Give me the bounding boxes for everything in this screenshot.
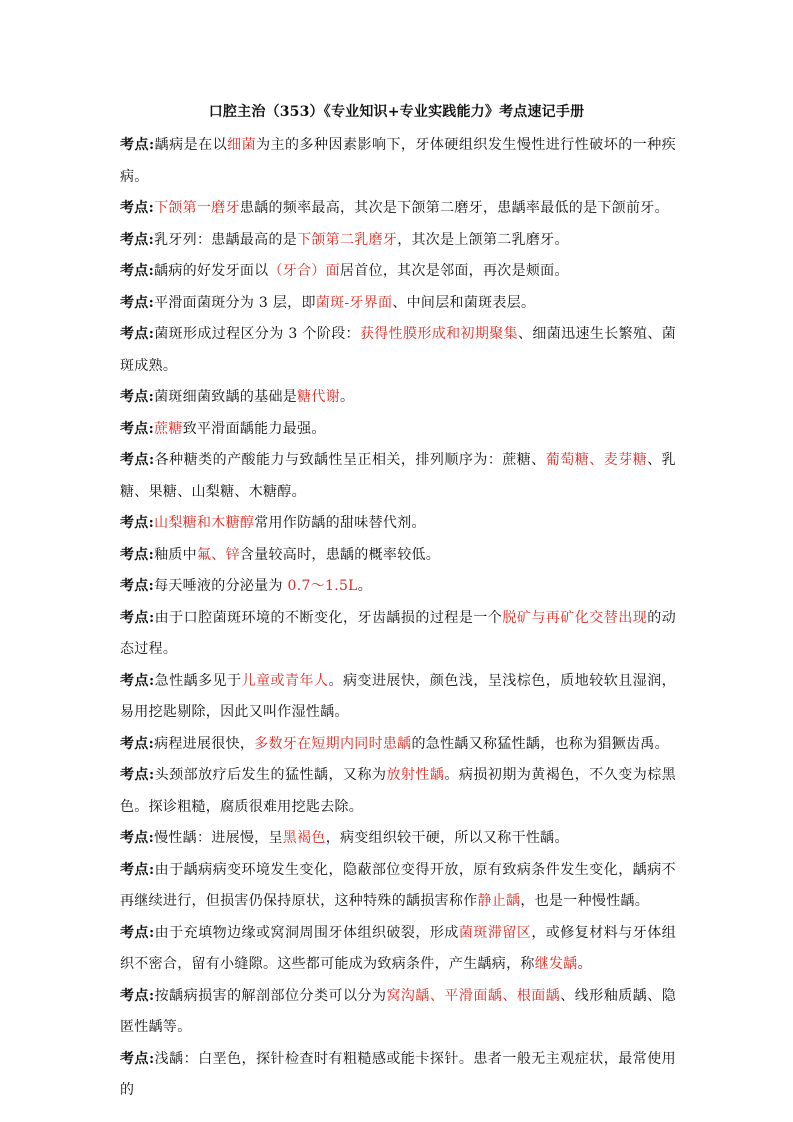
- highlighted-term: （牙合）面: [268, 263, 340, 279]
- key-point-item: [120, 855, 676, 918]
- key-point-item: [120, 981, 676, 1044]
- key-point-text: 。病变进展快，颜色浅，呈浅棕色，质地较软且湿润，易用挖匙剔除，因此又叫作湿性龋。: [120, 672, 676, 720]
- key-point-label: 考点:: [120, 452, 155, 468]
- key-point-text: 、细菌迅速生长繁殖、菌斑成熟。: [120, 326, 676, 374]
- key-point-label: 考点:: [120, 924, 155, 941]
- key-point-text: 。: [357, 578, 373, 594]
- key-point-item: [120, 823, 676, 855]
- document-title: 口腔主治（353）《专业知识+专业实践能力》考点速记手册: [208, 104, 585, 120]
- key-point-text: 由于充填物边缘或窝洞周围牙体组织破裂，形成: [154, 924, 459, 941]
- key-point-label: 考点:: [120, 546, 155, 563]
- highlighted-term: 菌斑-牙界面: [315, 294, 393, 311]
- key-point-label: 考点:: [120, 1050, 155, 1067]
- key-point-text: 。病损初期为黄褐色，不久变为棕黑色。探诊粗糙，腐质很难用挖匙去除。: [120, 767, 676, 815]
- key-point-text: 由于龋病病变环境发生变化，隐蔽部位变得开放，原有致病条件发生变化，龋病不再继续进行，但损害仍保持原状，这种特殊的龋损害称作: [120, 861, 676, 909]
- key-points-list: [120, 130, 676, 1107]
- key-point-text: 病程进展很快，: [154, 735, 255, 752]
- key-point-text: 浅龋：白垩色，探针检查时有粗糙感或能卡探针。患者一般无主观症状，最常使用的: [120, 1050, 676, 1098]
- key-point-label: 考点:: [120, 735, 155, 752]
- key-point-text: 常用作防龋的甜味替代剂。: [254, 515, 426, 531]
- highlighted-term: 窝沟龋、平滑面龋、根面龋: [386, 987, 561, 1004]
- key-point-text: 含量较高时，患龋的概率较低。: [239, 546, 441, 563]
- key-point-text: 按龋病损害的解剖部位分类可以分为: [154, 987, 387, 1004]
- key-point-text: 。: [577, 956, 592, 972]
- key-point-item: [120, 508, 676, 540]
- key-point-item: [120, 918, 676, 981]
- key-point-text: 。: [339, 389, 355, 405]
- key-point-label: 考点:: [120, 200, 155, 216]
- highlighted-term: 儿童或青年人: [241, 672, 329, 689]
- highlighted-term: 蔗糖: [154, 420, 183, 437]
- key-point-label: 考点:: [120, 578, 155, 594]
- key-point-label: 考点:: [120, 231, 155, 248]
- key-point-item: [120, 729, 676, 761]
- key-point-item: [120, 382, 676, 414]
- highlighted-term: 黑褐色: [282, 830, 326, 846]
- key-point-item: [120, 603, 676, 666]
- key-point-item: [120, 319, 676, 382]
- highlighted-term: 脱矿与再矿化交替出现: [502, 609, 648, 626]
- key-point-text: ，也是一种慢性龋。: [520, 893, 650, 909]
- key-point-text: 各种糖类的产酸能力与致龋性呈正相关，排列顺序为：蔗糖、: [154, 452, 546, 468]
- key-point-text: 头颈部放疗后发生的猛性龋，又称为: [154, 767, 387, 783]
- key-point-text: 、线形釉质龋、隐匿性龋等。: [120, 987, 676, 1035]
- key-point-text: 龋病的好发牙面以: [154, 263, 269, 279]
- key-point-text: 菌斑形成过程区分为 3 个阶段：: [154, 326, 360, 342]
- highlighted-term: 糖代谢: [297, 389, 340, 405]
- key-point-text: 致平滑面龋能力最强。: [182, 420, 326, 437]
- key-point-text: 居首位，其次是邻面，再次是颊面。: [339, 263, 569, 279]
- key-point-label: 考点:: [120, 326, 155, 342]
- key-point-item: [120, 571, 676, 603]
- key-point-label: 考点:: [120, 420, 155, 437]
- highlighted-term: 继发龋: [534, 956, 578, 972]
- key-point-text: 龋病是在以: [154, 137, 228, 153]
- highlighted-term: 下颌第一磨牙: [154, 200, 240, 216]
- key-point-item: [120, 256, 676, 288]
- key-point-text: 为主的多种因素影响下，牙体硬组织发生慢性进行性破坏的一种疾病。: [120, 137, 676, 185]
- highlighted-term: 获得性膜形成和初期聚集: [359, 326, 518, 342]
- highlighted-term: 葡萄糖、麦芽糖: [545, 452, 648, 468]
- key-point-text: 由于口腔菌斑环境的不断变化，牙齿龋损的过程是一个: [154, 609, 503, 626]
- key-point-text: 的急性龋又称猛性龋，也称为猖獗齿禹。: [411, 735, 669, 752]
- key-point-label: 考点:: [120, 294, 155, 311]
- key-point-item: [120, 540, 676, 572]
- key-point-text: 每天唾液的分泌量为: [154, 578, 288, 594]
- key-point-item: [120, 445, 676, 508]
- key-point-item: [120, 414, 676, 446]
- key-point-item: [120, 288, 676, 320]
- key-point-text: ，或修复材料与牙体组织不密合，留有小缝隙。这些都可能成为致病条件，产生龋病，称: [120, 924, 676, 972]
- highlighted-term: 氟、锌: [196, 546, 240, 563]
- key-point-item: [120, 666, 676, 729]
- key-point-text: ，其次是上颌第二乳磨牙。: [397, 231, 569, 248]
- highlighted-term: 放射性龋: [386, 767, 445, 783]
- key-point-text: 菌斑细菌致龋的基础是: [154, 389, 298, 405]
- key-point-label: 考点:: [120, 609, 155, 626]
- key-point-item: [120, 225, 676, 257]
- key-point-label: 考点:: [120, 137, 155, 153]
- key-point-label: 考点:: [120, 830, 155, 846]
- key-point-label: 考点:: [120, 672, 155, 689]
- highlighted-term: 下颌第二乳磨牙: [297, 231, 398, 248]
- key-point-label: 考点:: [120, 987, 155, 1004]
- key-point-label: 考点:: [120, 515, 155, 531]
- key-point-text: 釉质中: [154, 546, 197, 563]
- key-point-text: ，病变组织较干硬，所以又称干性龋。: [325, 830, 569, 846]
- key-point-item: [120, 760, 676, 823]
- key-point-label: 考点:: [120, 861, 155, 878]
- key-point-label: 考点:: [120, 767, 155, 783]
- key-point-text: 、中间层和菌斑表层。: [392, 294, 536, 311]
- highlighted-term: 细菌: [227, 137, 257, 153]
- key-point-item: [120, 1044, 676, 1107]
- highlighted-term: 山梨糖和木糖醇: [154, 515, 255, 531]
- highlighted-term: 静止龋: [477, 893, 521, 909]
- key-point-text: 乳牙列：患龋最高的是: [154, 231, 298, 248]
- key-point-label: 考点:: [120, 263, 155, 279]
- key-point-text: 的动态过程。: [120, 609, 677, 657]
- key-point-text: 患龋的频率最高，其次是下颌第二磨牙，患龋率最低的是下颌前牙。: [239, 200, 669, 216]
- highlighted-term: 0.7～1.5L: [287, 578, 358, 594]
- key-point-item: [120, 130, 676, 193]
- key-point-label: 考点:: [120, 389, 155, 405]
- key-point-text: 慢性龋：进展慢，呈: [154, 830, 283, 846]
- key-point-item: [120, 193, 676, 225]
- key-point-text: 、乳糖、果糖、山梨糖、木糖醇。: [120, 452, 676, 500]
- key-point-text: 急性龋多见于: [154, 672, 242, 689]
- highlighted-term: 多数牙在短期内同时患龋: [254, 735, 412, 752]
- key-point-text: 平滑面菌斑分为 3 层，即: [154, 294, 316, 311]
- highlighted-term: 菌斑滞留区: [458, 924, 532, 941]
